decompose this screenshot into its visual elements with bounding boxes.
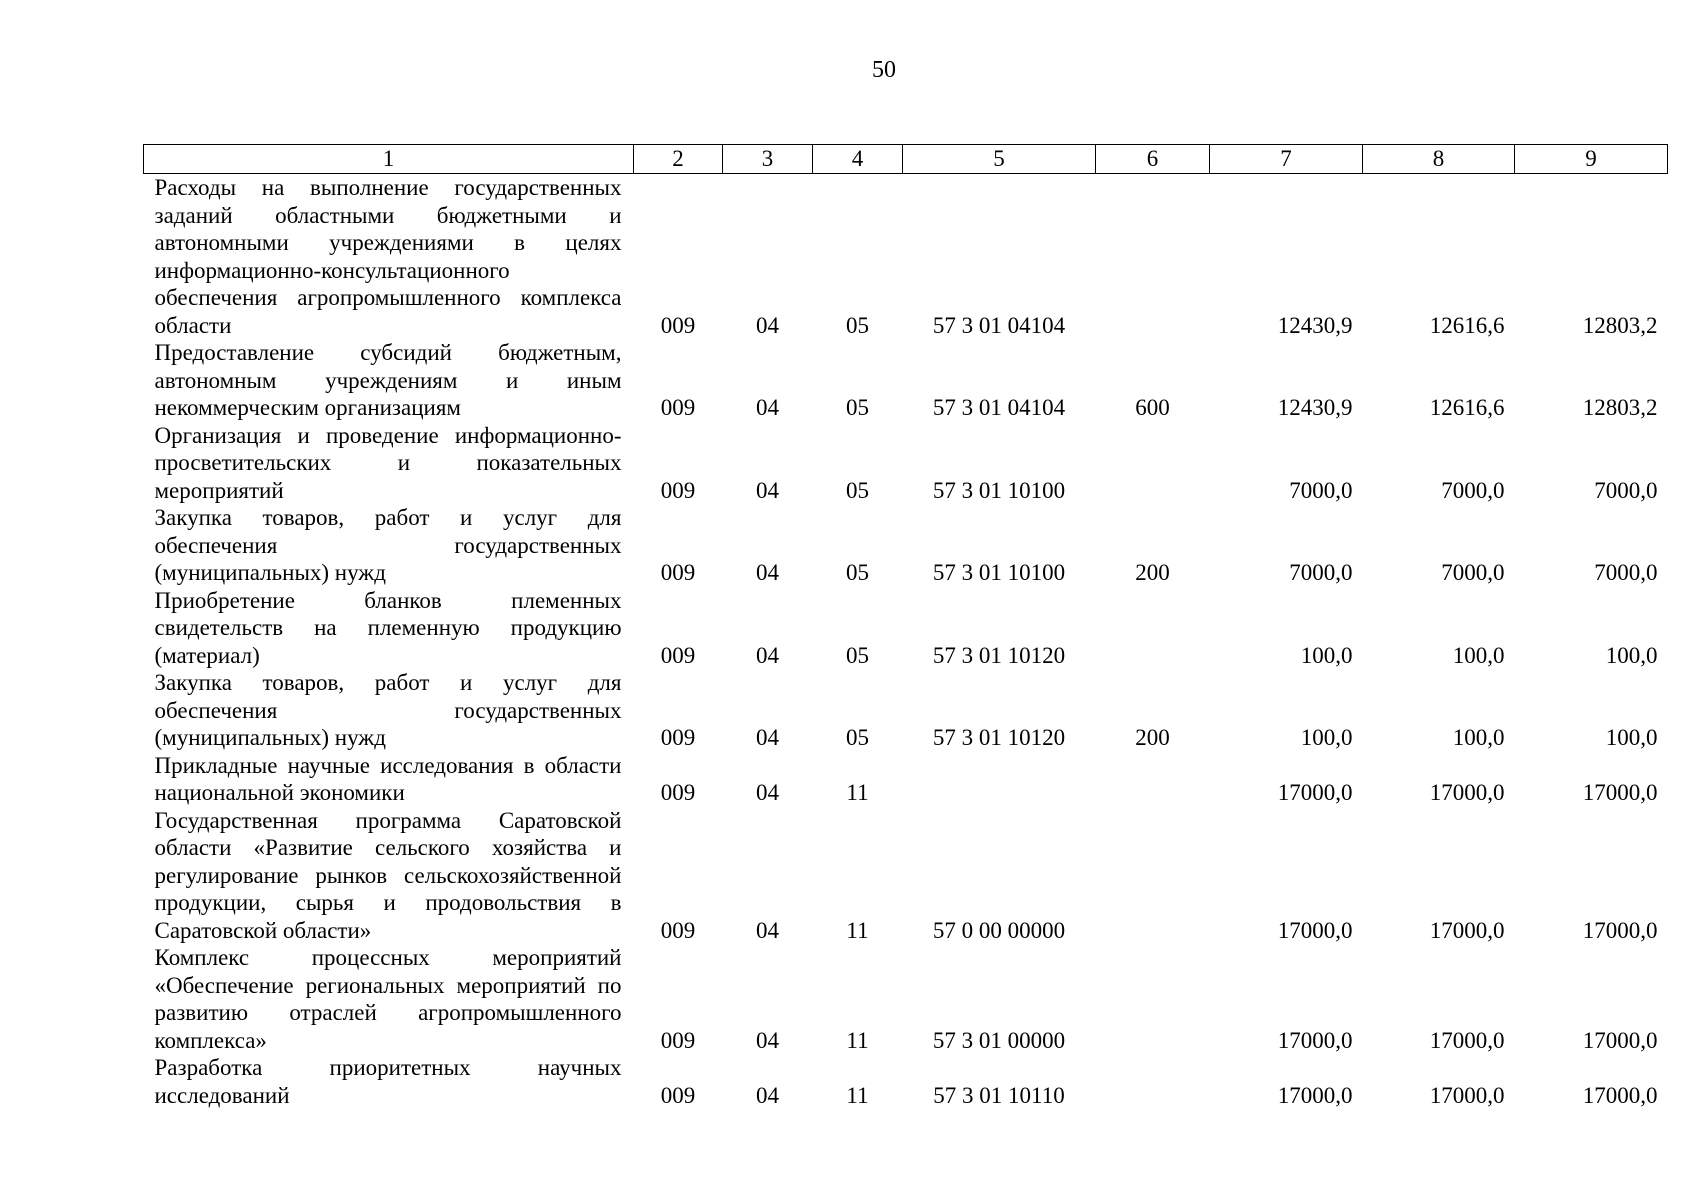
cell-col-2: 009 bbox=[660, 560, 696, 585]
header-col-6: 6 bbox=[1096, 145, 1210, 174]
cell-col-2: 009 bbox=[660, 312, 696, 338]
cell-col-3: 04 bbox=[756, 780, 779, 805]
cell-col-3: 04 bbox=[756, 725, 779, 750]
cell-col-8: 17000,0 bbox=[1429, 1027, 1505, 1053]
cell-col-5: 57 0 00 00000 bbox=[932, 917, 1066, 943]
table-header bbox=[144, 145, 1668, 174]
cell-col-8: 7000,0 bbox=[1441, 560, 1505, 585]
cell-col-6 bbox=[1096, 807, 1210, 945]
header-row bbox=[144, 145, 1668, 174]
cell-col-5: 57 3 01 04104 bbox=[932, 312, 1066, 338]
cell-col-2: 009 bbox=[660, 917, 696, 943]
table-row bbox=[144, 1054, 1668, 1109]
table-row bbox=[144, 174, 1668, 340]
table-row bbox=[144, 504, 1668, 587]
cell-col-2: 009 bbox=[660, 1027, 696, 1053]
cell-col-4: 05 bbox=[846, 395, 869, 420]
cell-col-7: 17000,0 bbox=[1277, 1027, 1353, 1053]
row-name-cell bbox=[144, 752, 634, 807]
header-col-5: 5 bbox=[903, 145, 1096, 174]
row-name: Комплекс процессных мероприятий «Обеспечение региональных мероприятий по развитию отраслей агропромышленного комплекса» bbox=[154, 945, 622, 1053]
cell-col-7: 100,0 bbox=[1300, 725, 1353, 750]
cell-col-6 bbox=[1096, 752, 1210, 807]
cell-col-7: 17000,0 bbox=[1277, 780, 1353, 805]
cell-col-9: 100,0 bbox=[1605, 725, 1658, 750]
row-name: Предоставление субсидий бюджетным, автономным учреждениям и иным некоммерческим организациям bbox=[154, 340, 622, 420]
table-row bbox=[144, 807, 1668, 945]
cell-col-4: 05 bbox=[846, 477, 869, 503]
table-body bbox=[144, 174, 1668, 1110]
cell-col-2: 009 bbox=[660, 780, 696, 805]
cell-col-4: 05 bbox=[846, 642, 869, 668]
table-row bbox=[144, 587, 1668, 670]
cell-col-6: 200 bbox=[1135, 725, 1170, 750]
cell-col-9: 7000,0 bbox=[1594, 560, 1658, 585]
header-col-3: 3 bbox=[723, 145, 813, 174]
cell-col-4: 05 bbox=[846, 725, 869, 750]
cell-col-5: 57 3 01 00000 bbox=[932, 1027, 1066, 1053]
cell-col-3: 04 bbox=[756, 477, 779, 503]
page-number: 50 bbox=[872, 57, 896, 83]
cell-col-3: 04 bbox=[756, 1027, 779, 1053]
cell-col-7: 7000,0 bbox=[1289, 477, 1353, 503]
cell-col-6 bbox=[1096, 587, 1210, 670]
header-col-9: 9 bbox=[1515, 145, 1668, 174]
cell-col-3: 04 bbox=[756, 312, 779, 338]
budget-table bbox=[143, 144, 1668, 1109]
cell-col-2: 009 bbox=[660, 725, 696, 750]
cell-col-6 bbox=[1096, 174, 1210, 340]
cell-col-3: 04 bbox=[756, 1082, 779, 1108]
cell-col-4: 05 bbox=[846, 312, 869, 338]
row-name: Государственная программа Саратовской области «Развитие сельского хозяйства и регулирование рынков сельскохозяйственной продукции, сырья и продовольствия в Саратовской области» bbox=[154, 807, 622, 943]
row-name: Расходы на выполнение государственных заданий областными бюджетными и автономными учреждениями в целях информационно-консультационного обеспечения агропромышленного комплекса области bbox=[154, 175, 622, 338]
cell-col-7: 17000,0 bbox=[1277, 1082, 1353, 1108]
cell-col-7: 100,0 bbox=[1300, 642, 1353, 668]
cell-col-2: 009 bbox=[660, 477, 696, 503]
row-name-cell bbox=[144, 587, 634, 670]
cell-col-2: 009 bbox=[660, 395, 696, 420]
row-name-cell bbox=[144, 669, 634, 752]
cell-col-5 bbox=[903, 752, 1096, 807]
cell-col-2: 009 bbox=[660, 642, 696, 668]
cell-col-6 bbox=[1096, 1054, 1210, 1109]
cell-col-4: 11 bbox=[846, 780, 869, 805]
cell-col-8: 12616,6 bbox=[1429, 312, 1505, 338]
header-col-8: 8 bbox=[1363, 145, 1515, 174]
cell-col-8: 7000,0 bbox=[1441, 477, 1505, 503]
row-name-cell bbox=[144, 504, 634, 587]
row-name: Организация и проведение информационно-просветительских и показательных мероприятий bbox=[154, 422, 622, 503]
table-row bbox=[144, 669, 1668, 752]
cell-col-4: 11 bbox=[846, 917, 869, 943]
cell-col-4: 11 bbox=[846, 1082, 869, 1108]
cell-col-9: 12803,2 bbox=[1582, 312, 1658, 338]
cell-col-3: 04 bbox=[756, 917, 779, 943]
row-name-cell bbox=[144, 174, 634, 340]
cell-col-9: 7000,0 bbox=[1594, 477, 1658, 503]
cell-col-4: 11 bbox=[846, 1027, 869, 1053]
cell-col-9: 12803,2 bbox=[1582, 395, 1658, 420]
header-col-2: 2 bbox=[634, 145, 723, 174]
header-col-4: 4 bbox=[813, 145, 903, 174]
cell-col-2: 009 bbox=[660, 1082, 696, 1108]
cell-col-5: 57 3 01 04104 bbox=[932, 395, 1066, 420]
cell-col-9: 17000,0 bbox=[1582, 1082, 1658, 1108]
table-row bbox=[144, 944, 1668, 1054]
header-col-7: 7 bbox=[1210, 145, 1363, 174]
cell-col-4: 05 bbox=[846, 560, 869, 585]
row-name: Разработка приоритетных научных исследований bbox=[154, 1055, 622, 1108]
table-row bbox=[144, 422, 1668, 505]
cell-col-9: 17000,0 bbox=[1582, 780, 1658, 805]
row-name-cell bbox=[144, 339, 634, 422]
cell-col-5: 57 3 01 10100 bbox=[932, 477, 1066, 503]
cell-col-3: 04 bbox=[756, 560, 779, 585]
cell-col-3: 04 bbox=[756, 395, 779, 420]
table-row bbox=[144, 752, 1668, 807]
cell-col-9: 100,0 bbox=[1605, 642, 1658, 668]
row-name-cell bbox=[144, 422, 634, 505]
cell-col-7: 12430,9 bbox=[1277, 395, 1353, 420]
cell-col-6: 600 bbox=[1135, 395, 1170, 420]
cell-col-5: 57 3 01 10120 bbox=[932, 642, 1066, 668]
row-name: Прикладные научные исследования в области национальной экономики bbox=[154, 752, 622, 805]
cell-col-7: 7000,0 bbox=[1289, 560, 1353, 585]
cell-col-5: 57 3 01 10100 bbox=[932, 560, 1066, 585]
cell-col-9: 17000,0 bbox=[1582, 1027, 1658, 1053]
cell-col-8: 17000,0 bbox=[1429, 1082, 1505, 1108]
row-name-cell bbox=[144, 807, 634, 945]
cell-col-8: 17000,0 bbox=[1429, 780, 1505, 805]
cell-col-3: 04 bbox=[756, 642, 779, 668]
cell-col-7: 12430,9 bbox=[1277, 312, 1353, 338]
cell-col-6: 200 bbox=[1135, 560, 1170, 585]
cell-col-6 bbox=[1096, 422, 1210, 505]
row-name-cell bbox=[144, 944, 634, 1054]
row-name: Закупка товаров, работ и услуг для обеспечения государственных (муниципальных) нужд bbox=[154, 670, 622, 750]
row-name: Приобретение бланков племенных свидетельств на племенную продукцию (материал) bbox=[154, 587, 622, 668]
cell-col-8: 17000,0 bbox=[1429, 917, 1505, 943]
cell-col-8: 100,0 bbox=[1452, 642, 1505, 668]
cell-col-8: 100,0 bbox=[1452, 725, 1505, 750]
cell-col-5: 57 3 01 10120 bbox=[932, 725, 1066, 750]
cell-col-9: 17000,0 bbox=[1582, 917, 1658, 943]
header-col-1: 1 bbox=[144, 145, 634, 174]
cell-col-8: 12616,6 bbox=[1429, 395, 1505, 420]
row-name-cell bbox=[144, 1054, 634, 1109]
table-row bbox=[144, 339, 1668, 422]
cell-col-6 bbox=[1096, 944, 1210, 1054]
cell-col-7: 17000,0 bbox=[1277, 917, 1353, 943]
cell-col-5: 57 3 01 10110 bbox=[933, 1082, 1065, 1108]
row-name: Закупка товаров, работ и услуг для обеспечения государственных (муниципальных) нужд bbox=[154, 505, 622, 585]
